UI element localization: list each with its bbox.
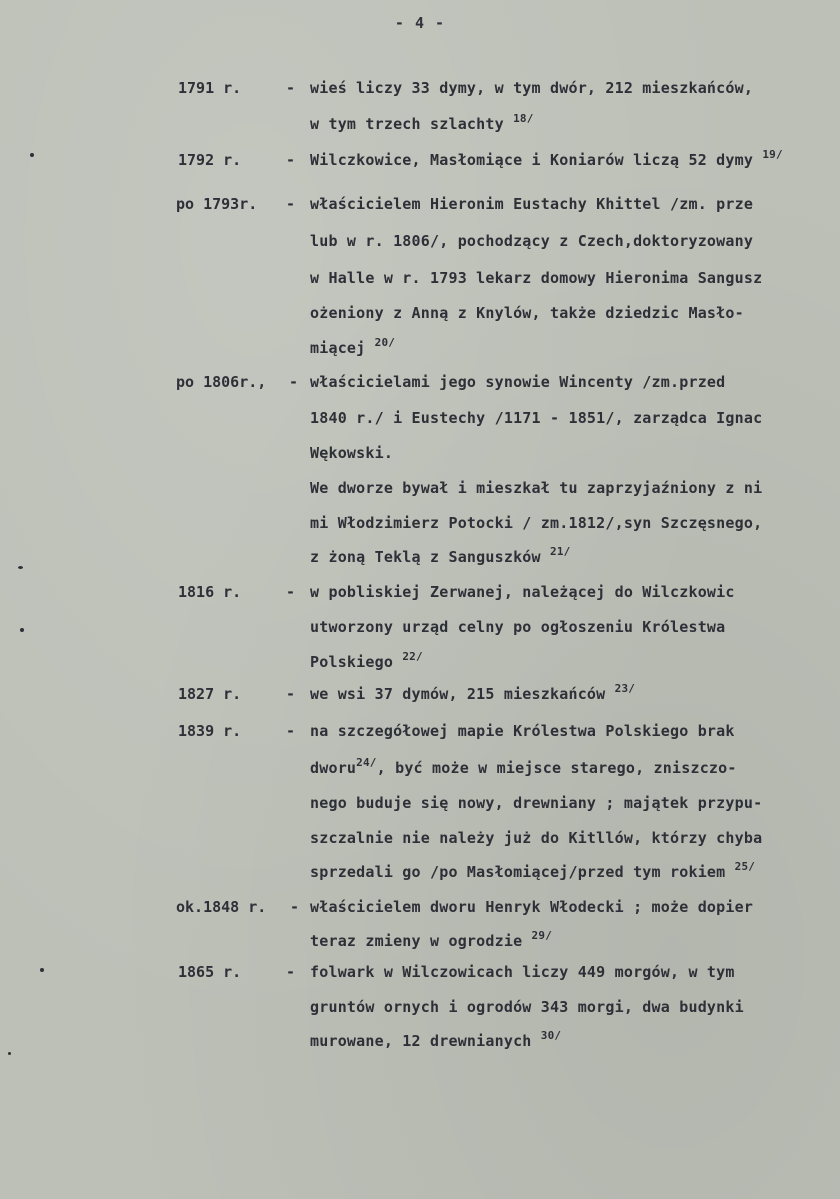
entry-dash: - [290, 898, 300, 916]
entry-text-line: utworzony urząd celny po ogłoszeniu Królestwa [310, 618, 726, 636]
entry-date: 1792 r. [178, 151, 242, 169]
entry-text-line: Wilczkowice, Masłomiące i Koniarów liczą 52 dymy $^{19/}$ [310, 148, 783, 169]
page-number: - 4 - [394, 14, 446, 32]
footnote-ref: 24/ [356, 756, 377, 769]
entry-text-line: szczalnie nie należy już do Kitllów, którzy chyba [310, 829, 763, 847]
entry-date: 1827 r. [178, 685, 242, 703]
entry-text-line: właścicielem dworu Henryk Włodecki ; może dopier [310, 898, 754, 916]
entry-text-line: właścicielem Hieronim Eustachy Khittel /zm. prze [310, 195, 754, 213]
entry-text-line: nego buduje się nowy, drewniany ; majątek przypu- [310, 794, 763, 812]
entry-text-line: Wękowski. [310, 444, 394, 462]
margin-speck [40, 968, 44, 972]
entry-text-line: w tym trzech szlachty $^{18/}$ [310, 112, 534, 133]
entry-dash: - [286, 963, 296, 981]
entry-text-line: właścicielami jego synowie Wincenty /zm.przed [310, 373, 726, 391]
entry-date: 1816 r. [178, 583, 242, 601]
entry-dash: - [286, 722, 296, 740]
entry-text-line: We dworze bywał i mieszkał tu zaprzyjaźniony z ni [310, 479, 763, 497]
footnote-ref: 20/ [374, 336, 396, 349]
entry-dash: - [286, 195, 296, 213]
margin-speck [30, 153, 34, 157]
entry-text-line: murowane, 12 drewnianych $^{30/}$ [310, 1029, 562, 1050]
entry-dash: - [286, 151, 296, 169]
entry-text-line: w Halle w r. 1793 lekarz domowy Hieronima Sangusz [310, 269, 763, 287]
entry-text-line: ożeniony z Anną z Knylów, także dziedzic Masło- [310, 304, 744, 322]
entry-date: 1791 r. [178, 79, 242, 97]
margin-speck [20, 628, 24, 632]
entry-text-line: dworu$^{24/}$, być może w miejsce starego, zniszczo- [310, 756, 737, 777]
entry-text-line: gruntów ornych i ogrodów 343 morgi, dwa budynki [310, 998, 744, 1016]
footnote-ref: 23/ [614, 682, 636, 695]
entry-dash: - [286, 685, 296, 703]
entry-dash: - [286, 79, 296, 97]
entry-text-line: sprzedali go /po Masłomiącej/przed tym rokiem $^{25/}$ [310, 860, 756, 881]
entry-text-line: 1840 r./ i Eustechy /1171 - 1851/, zarządca Ignac [310, 409, 763, 427]
footnote-ref: 21/ [550, 545, 571, 558]
margin-speck [8, 1052, 11, 1055]
footnote-ref: 22/ [402, 650, 423, 663]
entry-text-line: mi Włodzimierz Potocki / zm.1812/,syn Szczęsnego, [310, 514, 763, 532]
entry-text-line: na szczegółowej mapie Królestwa Polskiego brak [310, 722, 735, 740]
footnote-ref: 30/ [540, 1029, 562, 1042]
margin-speck [18, 566, 23, 569]
entry-date: ok.1848 r. [176, 898, 267, 916]
entry-text-line: teraz zmieny w ogrodzie $^{29/}$ [310, 929, 553, 950]
entry-date: 1839 r. [178, 722, 242, 740]
entry-text-line: miącej $^{20/}$ [310, 336, 396, 357]
entry-dash: - [286, 583, 296, 601]
entry-date: po 1806r., [176, 373, 267, 391]
entry-dash: - [289, 373, 299, 391]
entry-date: po 1793r. [176, 195, 258, 213]
footnote-ref: 18/ [513, 112, 534, 125]
entry-text-line: w pobliskiej Zerwanej, należącej do Wilczkowic [310, 583, 735, 601]
entry-text-line: Polskiego $^{22/}$ [310, 650, 423, 671]
footnote-ref: 19/ [762, 148, 783, 161]
footnote-ref: 29/ [531, 929, 553, 942]
entry-text-line: wieś liczy 33 dymy, w tym dwór, 212 mieszkańców, [310, 79, 754, 97]
entry-text-line: we wsi 37 dymów, 215 mieszkańców $^{23/}$ [310, 682, 636, 703]
entry-date: 1865 r. [178, 963, 242, 981]
entry-text-line: folwark w Wilczowicach liczy 449 morgów, w tym [310, 963, 735, 981]
footnote-ref: 25/ [734, 860, 756, 873]
entry-text-line: lub w r. 1806/, pochodzący z Czech,doktoryzowany [310, 232, 754, 250]
entry-text-line: z żoną Teklą z Sanguszków $^{21/}$ [310, 545, 571, 566]
